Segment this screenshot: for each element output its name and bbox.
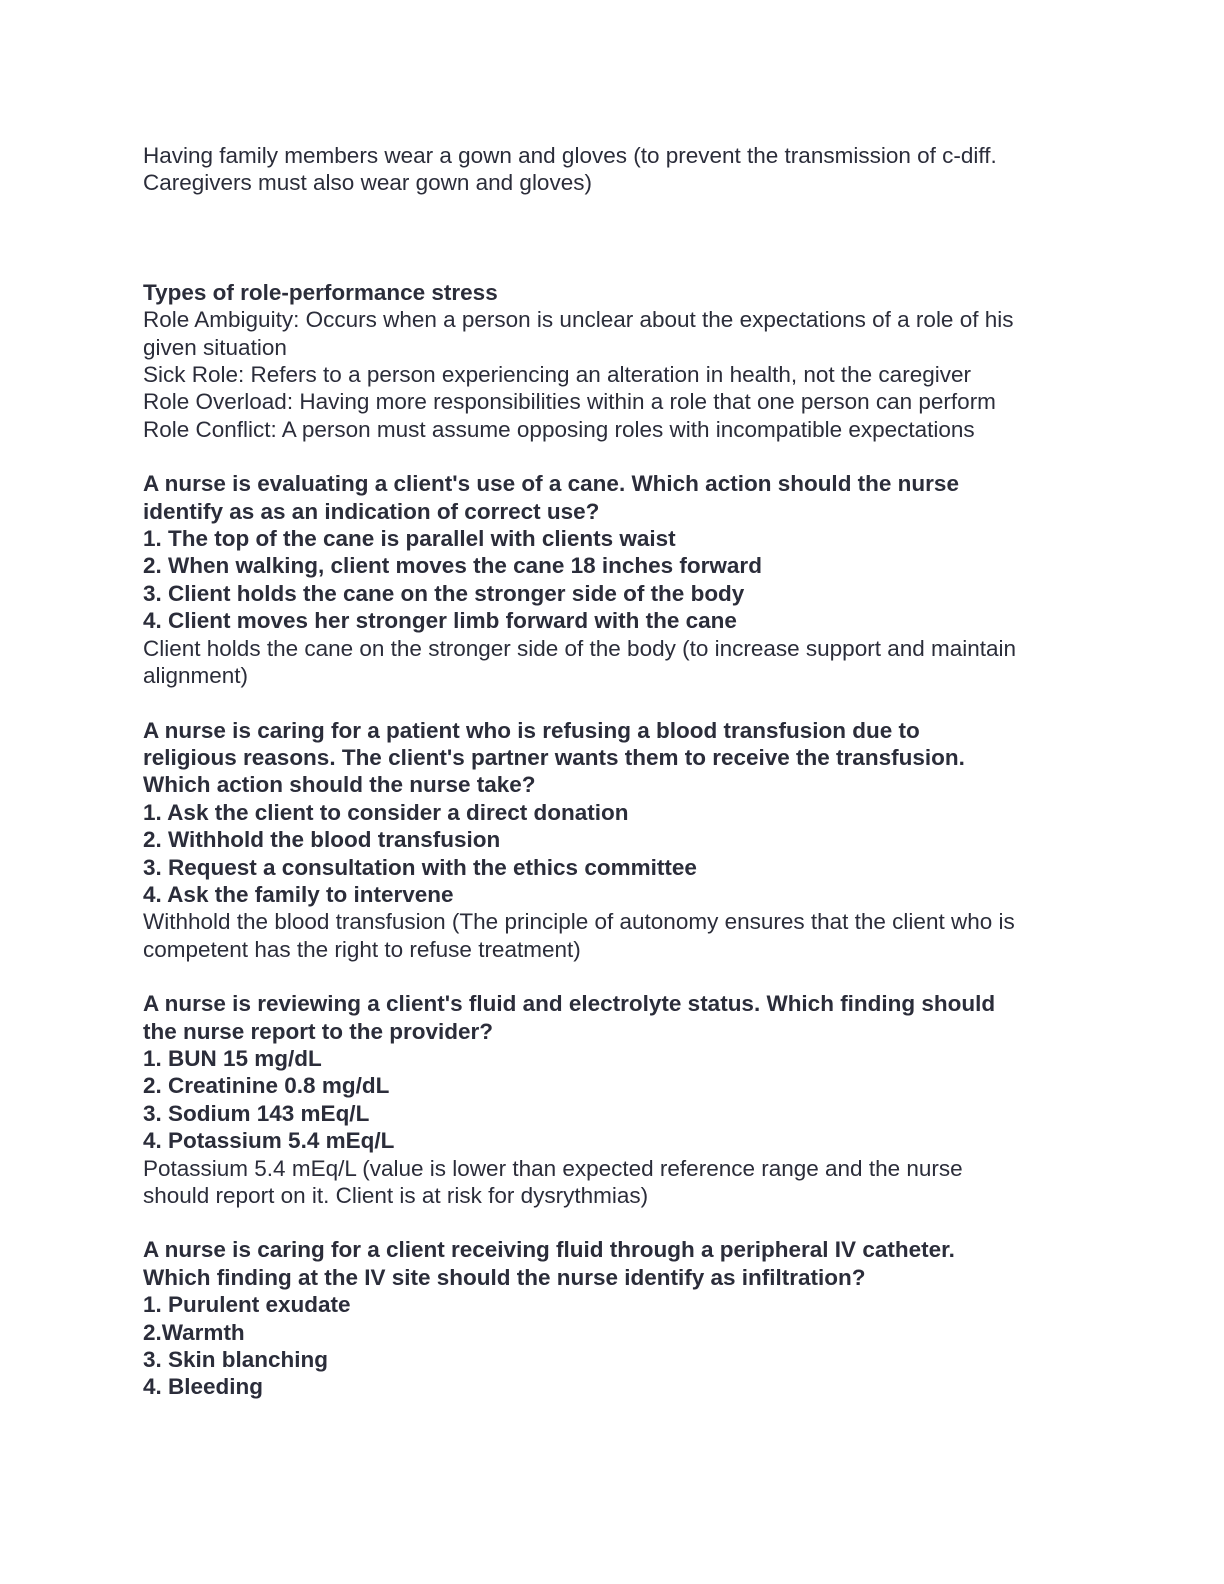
role-stress-line: Role Conflict: A person must assume opposing roles with incompatible expectations bbox=[143, 416, 975, 442]
answer-rationale: should report on it. Client is at risk for dysrythmias) bbox=[143, 1183, 649, 1208]
question-text: identify as as an indication of correct use? bbox=[143, 498, 600, 524]
answer-option: 4. Ask the family to intervene bbox=[143, 881, 454, 907]
intro-line: Having family members wear a gown and gloves (to prevent the transmission of c-diff. bbox=[143, 143, 997, 168]
role-stress-line: given situation bbox=[143, 334, 287, 360]
role-stress-line: Role Ambiguity: Occurs when a person is unclear about the expectations of a role of his bbox=[143, 307, 1014, 333]
answer-option: 1. Ask the client to consider a direct donation bbox=[143, 799, 629, 825]
question-block bbox=[143, 1236, 1083, 1400]
role-stress-line: Role Overload: Having more responsibilities within a role that one person can perform bbox=[143, 389, 996, 415]
question-text: Which action should the nurse take? bbox=[143, 772, 536, 798]
answer-option: 3. Client holds the cane on the stronger side of the body bbox=[143, 580, 745, 606]
answer-rationale: alignment) bbox=[143, 663, 249, 689]
question-text: the nurse report to the provider? bbox=[143, 1018, 494, 1044]
question-text: religious reasons. The client's partner wants them to receive the transfusion. bbox=[143, 744, 965, 770]
question-text: A nurse is caring for a patient who is refusing a blood transfusion due to bbox=[143, 717, 920, 743]
intro-paragraph bbox=[143, 142, 1083, 197]
role-stress-heading: Types of role-performance stress bbox=[143, 279, 498, 305]
answer-option: 3. Skin blanching bbox=[143, 1347, 329, 1373]
answer-option: 3. Request a consultation with the ethics committee bbox=[143, 854, 697, 880]
answer-rationale: Client holds the cane on the stronger side of the body (to increase support and maintain bbox=[143, 635, 1017, 661]
intro-line: Caregivers must also wear gown and gloves) bbox=[143, 170, 592, 196]
answer-option: 1. Purulent exudate bbox=[143, 1292, 351, 1318]
answer-option: 2. Creatinine 0.8 mg/dL bbox=[143, 1073, 390, 1099]
role-stress-section bbox=[143, 279, 1083, 443]
answer-rationale: Potassium 5.4 mEq/L (value is lower than expected reference range and the nurse bbox=[143, 1155, 963, 1181]
question-block bbox=[143, 470, 1083, 689]
answer-option: 1. The top of the cane is parallel with clients waist bbox=[143, 526, 676, 552]
answer-option: 3. Sodium 143 mEq/L bbox=[143, 1100, 370, 1126]
document-page bbox=[143, 142, 1083, 1401]
answer-rationale: competent has the right to refuse treatment) bbox=[143, 936, 581, 962]
answer-option: 4. Potassium 5.4 mEq/L bbox=[143, 1128, 395, 1154]
answer-option: 2. Withhold the blood transfusion bbox=[143, 827, 501, 853]
role-stress-line: Sick Role: Refers to a person experiencing an alteration in health, not the caregiver bbox=[143, 362, 971, 388]
question-text: Which finding at the IV site should the nurse identify as infiltration? bbox=[143, 1264, 866, 1290]
answer-option: 4. Client moves her stronger limb forward with the cane bbox=[143, 608, 737, 634]
question-text: A nurse is evaluating a client's use of a cane. Which action should the nurse bbox=[143, 471, 959, 497]
question-text: A nurse is caring for a client receiving fluid through a peripheral IV catheter. bbox=[143, 1237, 955, 1263]
question-block bbox=[143, 990, 1083, 1209]
question-text: A nurse is reviewing a client's fluid and electrolyte status. Which finding should bbox=[143, 991, 996, 1017]
answer-option: 4. Bleeding bbox=[143, 1374, 264, 1400]
answer-option: 2.Warmth bbox=[143, 1319, 245, 1345]
question-block bbox=[143, 717, 1083, 964]
answer-rationale: Withhold the blood transfusion (The principle of autonomy ensures that the client who is bbox=[143, 909, 1015, 935]
answer-option: 1. BUN 15 mg/dL bbox=[143, 1045, 322, 1071]
answer-option: 2. When walking, client moves the cane 18 inches forward bbox=[143, 553, 762, 579]
